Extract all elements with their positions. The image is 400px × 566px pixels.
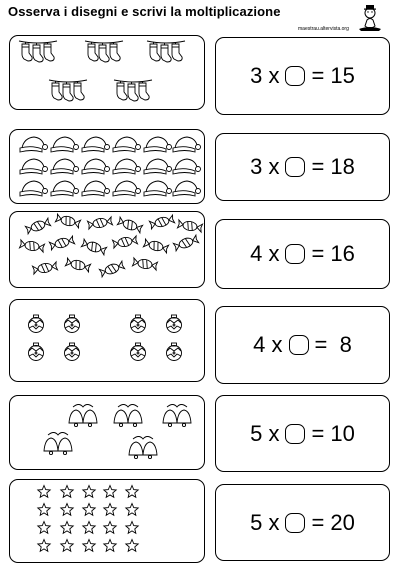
candy-icon bbox=[143, 239, 169, 254]
ornament-icon bbox=[167, 343, 182, 361]
candy-icon bbox=[81, 239, 107, 256]
star-icon bbox=[38, 522, 50, 534]
star-icon bbox=[126, 540, 138, 552]
santa-hat-icon bbox=[82, 137, 110, 152]
equation-3 bbox=[216, 220, 389, 288]
result: = 15 bbox=[311, 63, 355, 88]
factor: 4 bbox=[253, 332, 266, 357]
ornament-icon bbox=[131, 343, 146, 361]
drawing-box-6 bbox=[9, 479, 205, 563]
ornament-icon bbox=[65, 315, 80, 333]
factor: 5 bbox=[250, 509, 263, 535]
sock-icon bbox=[139, 81, 149, 100]
star-icon bbox=[83, 486, 95, 498]
site-credit: maestrau.altervista.org bbox=[298, 26, 349, 32]
sock-icon bbox=[117, 81, 127, 100]
bells-icon bbox=[114, 405, 142, 427]
star-icon bbox=[83, 522, 95, 534]
factor: 3 bbox=[250, 63, 263, 88]
santa-hat-icon bbox=[173, 181, 201, 196]
bells-icon bbox=[44, 433, 72, 455]
candy-icon bbox=[55, 214, 81, 229]
candy-icon bbox=[49, 236, 75, 251]
star-icon bbox=[38, 486, 50, 498]
answer-slot-1[interactable] bbox=[285, 66, 305, 86]
star-icon bbox=[61, 540, 73, 552]
sock-icon bbox=[128, 82, 138, 101]
sock-icon bbox=[88, 42, 98, 61]
times-sign: x bbox=[268, 420, 280, 446]
star-icon bbox=[104, 540, 116, 552]
ornament-icon bbox=[167, 315, 182, 333]
equation-box-2 bbox=[215, 133, 390, 201]
bells-icon bbox=[129, 437, 157, 459]
clothesline bbox=[147, 41, 185, 43]
star-icon bbox=[104, 522, 116, 534]
sock-icon bbox=[161, 43, 171, 62]
bells-icon bbox=[163, 405, 191, 427]
sock-icon bbox=[99, 43, 109, 62]
santa-hat-icon bbox=[51, 137, 79, 152]
candy-icon bbox=[173, 235, 199, 252]
stars-drawing bbox=[10, 480, 206, 564]
santa-hat-icon bbox=[51, 159, 79, 174]
clothesline bbox=[19, 41, 57, 43]
candy-icon bbox=[25, 218, 51, 235]
socks-drawing bbox=[10, 36, 206, 111]
candy-icon bbox=[132, 257, 157, 270]
star-icon bbox=[61, 504, 73, 516]
clothesline bbox=[85, 41, 123, 43]
star-icon bbox=[83, 504, 95, 516]
bells-icon bbox=[69, 405, 97, 427]
hats-drawing bbox=[10, 130, 206, 205]
candy-icon bbox=[99, 261, 125, 278]
times-sign: x bbox=[268, 154, 280, 179]
drawing-box-2 bbox=[9, 129, 205, 204]
page-title: Osserva i disegni e scrivi la moltiplicazione bbox=[8, 4, 281, 19]
star-icon bbox=[38, 540, 50, 552]
factor: 3 bbox=[250, 154, 263, 179]
ornament-icon bbox=[29, 315, 44, 333]
equation-box-4 bbox=[215, 306, 390, 384]
ornament-icon bbox=[29, 343, 44, 361]
star-icon bbox=[61, 486, 73, 498]
santa-hat-icon bbox=[20, 159, 48, 174]
result: = 20 bbox=[311, 509, 355, 535]
santa-hat-icon bbox=[144, 159, 172, 174]
star-icon bbox=[126, 522, 138, 534]
sock-icon bbox=[52, 81, 62, 100]
factor: 4 bbox=[250, 241, 263, 266]
star-icon bbox=[126, 486, 138, 498]
equation-box-3 bbox=[215, 219, 390, 289]
santa-hat-icon bbox=[173, 137, 201, 152]
candy-icon bbox=[177, 219, 202, 232]
drawing-box-1 bbox=[9, 35, 205, 110]
result: = 8 bbox=[314, 332, 352, 357]
santa-hat-icon bbox=[82, 159, 110, 174]
drawing-box-3 bbox=[9, 211, 205, 288]
result: = 10 bbox=[311, 420, 355, 446]
santa-hat-icon bbox=[82, 181, 110, 196]
santa-hat-icon bbox=[113, 181, 141, 196]
santa-hat-icon bbox=[20, 137, 48, 152]
times-sign: x bbox=[268, 63, 280, 88]
snowman-icon bbox=[355, 3, 385, 33]
star-icon bbox=[61, 522, 73, 534]
times-sign: x bbox=[268, 241, 280, 266]
candy-icon bbox=[112, 235, 137, 248]
sock-icon bbox=[22, 42, 32, 61]
clothesline bbox=[114, 80, 152, 82]
times-sign: x bbox=[268, 509, 280, 535]
santa-hat-icon bbox=[51, 181, 79, 196]
candy-icon bbox=[149, 215, 175, 230]
answer-slot-6[interactable] bbox=[285, 513, 305, 533]
santa-hat-icon bbox=[173, 159, 201, 174]
sock-icon bbox=[63, 82, 73, 101]
sock-icon bbox=[110, 42, 120, 61]
candy-icon bbox=[117, 217, 143, 234]
sock-icon bbox=[150, 42, 160, 61]
star-icon bbox=[104, 504, 116, 516]
equation-6 bbox=[216, 485, 389, 560]
candy-icon bbox=[32, 261, 57, 274]
candies-drawing bbox=[10, 212, 206, 289]
star-icon bbox=[38, 504, 50, 516]
factor: 5 bbox=[250, 420, 263, 446]
clothesline bbox=[49, 80, 87, 82]
candy-icon bbox=[87, 216, 112, 229]
times-sign: x bbox=[271, 332, 283, 357]
star-icon bbox=[104, 486, 116, 498]
drawing-box-4 bbox=[9, 299, 205, 382]
sock-icon bbox=[44, 42, 54, 61]
equation-box-5 bbox=[215, 395, 390, 472]
candy-icon bbox=[19, 239, 44, 252]
santa-hat-icon bbox=[113, 137, 141, 152]
equation-2 bbox=[216, 134, 389, 200]
equation-1 bbox=[216, 38, 389, 114]
star-icon bbox=[83, 540, 95, 552]
ornaments-drawing bbox=[10, 300, 206, 383]
equation-box-1 bbox=[215, 37, 390, 115]
answer-slot-4[interactable] bbox=[289, 335, 309, 355]
star-icon bbox=[126, 504, 138, 516]
sock-icon bbox=[74, 81, 84, 100]
santa-hat-icon bbox=[20, 181, 48, 196]
santa-hat-icon bbox=[144, 137, 172, 152]
santa-hat-icon bbox=[144, 181, 172, 196]
result: = 16 bbox=[311, 241, 355, 266]
sock-icon bbox=[172, 42, 182, 61]
answer-slot-2[interactable] bbox=[285, 157, 305, 177]
equation-box-6 bbox=[215, 484, 390, 561]
candy-icon bbox=[65, 258, 91, 273]
drawing-box-5 bbox=[9, 395, 205, 470]
answer-slot-5[interactable] bbox=[285, 424, 305, 444]
ornament-icon bbox=[131, 315, 146, 333]
answer-slot-3[interactable] bbox=[285, 244, 305, 264]
equation-5 bbox=[216, 396, 389, 471]
bells-drawing bbox=[10, 396, 206, 471]
santa-hat-icon bbox=[113, 159, 141, 174]
result: = 18 bbox=[311, 154, 355, 179]
sock-icon bbox=[33, 43, 43, 62]
ornament-icon bbox=[65, 343, 80, 361]
equation-4 bbox=[216, 307, 389, 383]
